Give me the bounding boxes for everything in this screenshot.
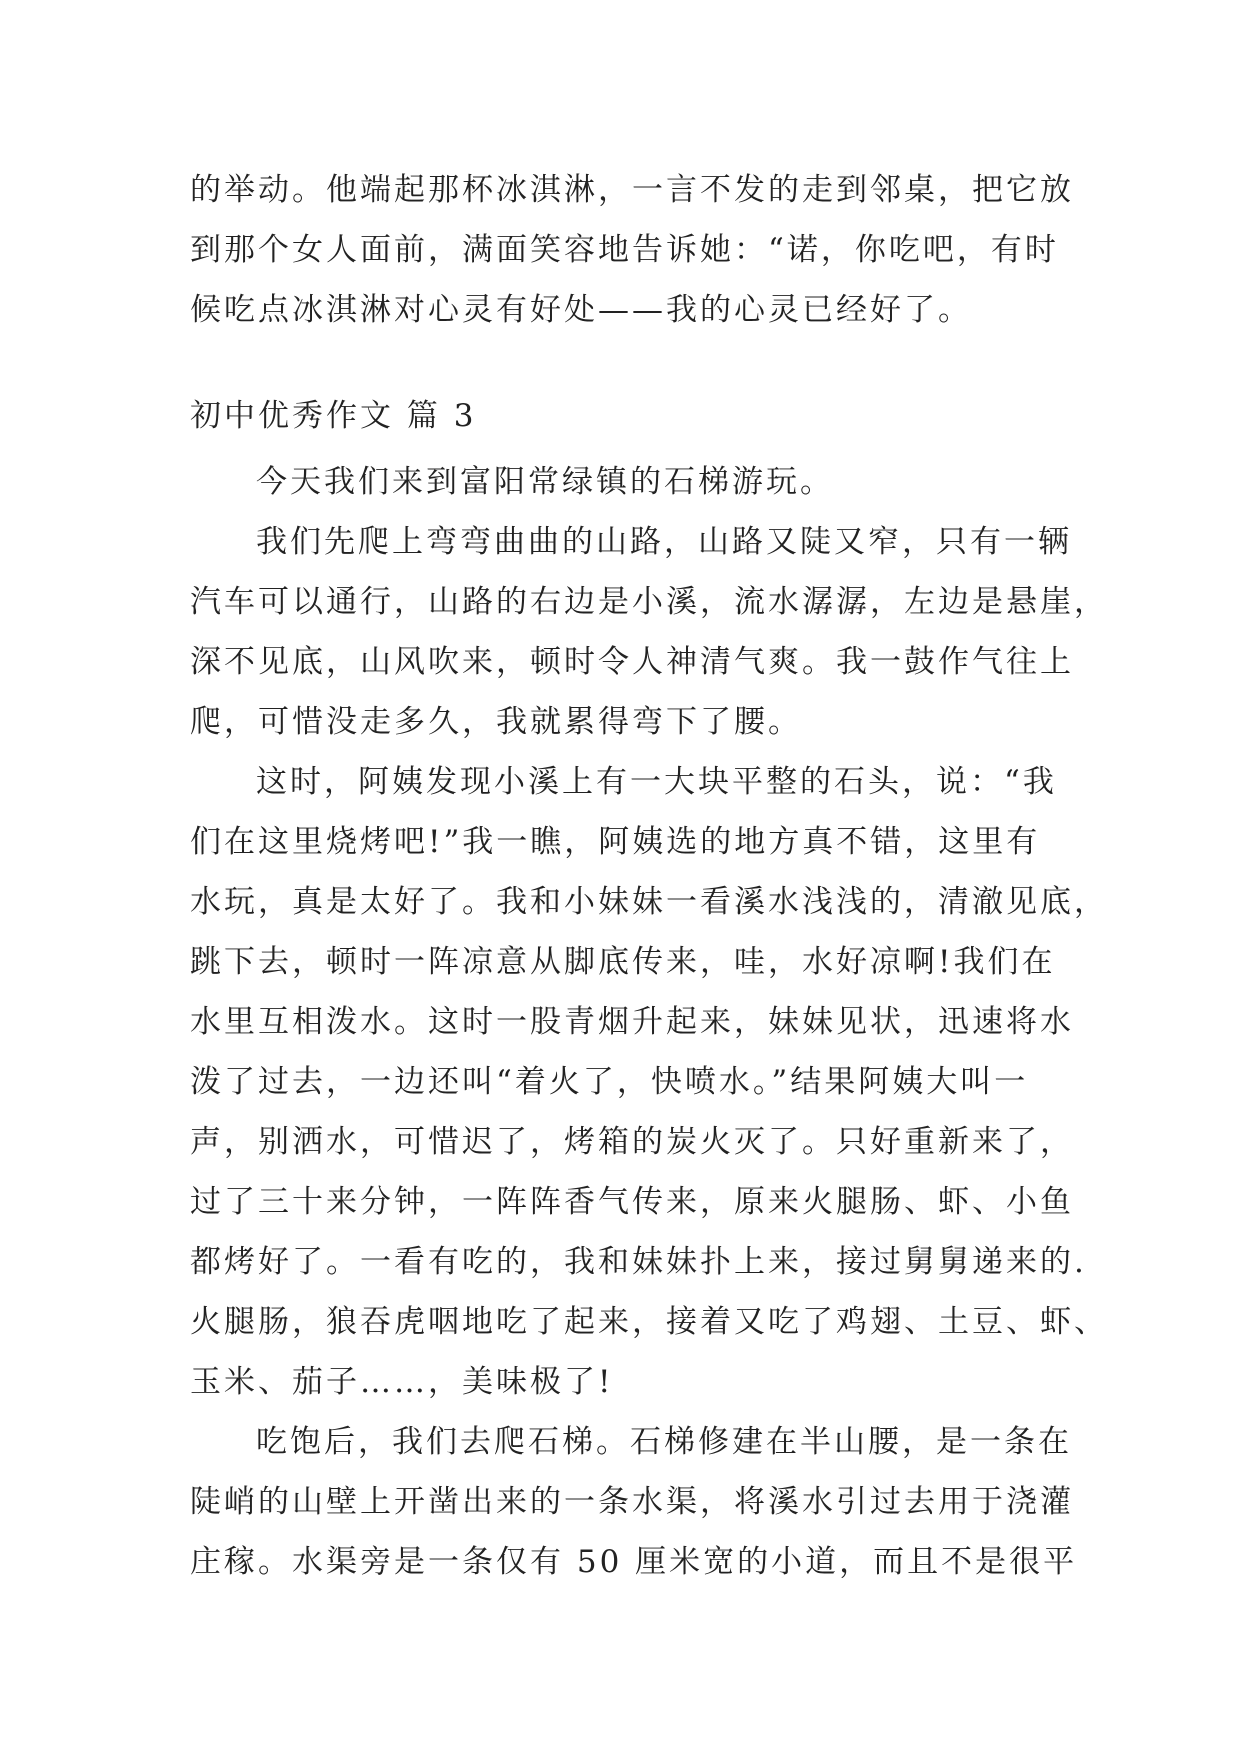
paragraph-line: 吃饱后，我们去爬石梯。石梯修建在半山腰，是一条在 bbox=[256, 1424, 1072, 1460]
document-body bbox=[190, 160, 1108, 1592]
continuation-paragraph bbox=[190, 160, 1074, 340]
paragraph-line: 泼了过去，一边还叫“着火了，快喷水。”结果阿姨大叫一 bbox=[190, 1064, 1029, 1100]
paragraph-line: 声，别洒水，可惜迟了，烤箱的炭火灭了。只好重新来了， bbox=[190, 1124, 1074, 1160]
paragraph-line: 的举动。他端起那杯冰淇淋，一言不发的走到邻桌，把它放 bbox=[190, 172, 1074, 208]
paragraph-line: 深不见底，山风吹来，顿时令人神清气爽。我一鼓作气往上 bbox=[190, 644, 1074, 680]
section-title: 初中优秀作文 篇 3 bbox=[190, 398, 477, 434]
paragraph-line: 候吃点冰淇淋对心灵有好处——我的心灵已经好了。 bbox=[190, 292, 972, 328]
paragraph-line: 过了三十来分钟，一阵阵香气传来，原来火腿肠、虾、小鱼 bbox=[190, 1184, 1074, 1220]
paragraph-line: 水里互相泼水。这时一股青烟升起来，妹妹见状，迅速将水 bbox=[190, 1004, 1074, 1040]
paragraph-line: 汽车可以通行，山路的右边是小溪，流水潺潺，左边是悬崖， bbox=[190, 584, 1108, 620]
section-spacer bbox=[190, 340, 1060, 380]
paragraph-line: 到那个女人面前，满面笑容地告诉她：“诺，你吃吧，有时 bbox=[190, 232, 1059, 268]
paragraph-line: 陡峭的山壁上开凿出来的一条水渠，将溪水引过去用于浇灌 bbox=[190, 1484, 1074, 1520]
paragraph-line: 水玩，真是太好了。我和小妹妹一看溪水浅浅的，清澈见底， bbox=[190, 884, 1108, 920]
paragraph bbox=[190, 452, 1060, 512]
paragraph-line: 今天我们来到富阳常绿镇的石梯游玩。 bbox=[256, 464, 834, 500]
paragraph-line: 这时，阿姨发现小溪上有一大块平整的石头，说：“我 bbox=[256, 764, 1057, 800]
paragraph-line: 都烤好了。一看有吃的，我和妹妹扑上来，接过舅舅递来的. bbox=[190, 1244, 1087, 1280]
paragraph bbox=[190, 1412, 1078, 1592]
paragraph bbox=[190, 512, 1108, 752]
paragraph-line: 庄稼。水渠旁是一条仅有 50 厘米宽的小道，而且不是很平 bbox=[190, 1544, 1078, 1580]
paragraph-line: 们在这里烧烤吧!”我一瞧，阿姨选的地方真不错，这里有 bbox=[190, 824, 1041, 860]
paragraph-line: 火腿肠，狼吞虎咽地吃了起来，接着又吃了鸡翅、土豆、虾、 bbox=[190, 1304, 1108, 1340]
paragraph bbox=[190, 752, 1108, 1412]
paragraph-line: 玉米、茄子……，美味极了! bbox=[190, 1364, 614, 1400]
paragraph-line: 我们先爬上弯弯曲曲的山路，山路又陡又窄，只有一辆 bbox=[256, 524, 1072, 560]
paragraph-line: 跳下去，顿时一阵凉意从脚底传来，哇，水好凉啊!我们在 bbox=[190, 944, 1056, 980]
paragraph-line: 爬，可惜没走多久，我就累得弯下了腰。 bbox=[190, 704, 802, 740]
